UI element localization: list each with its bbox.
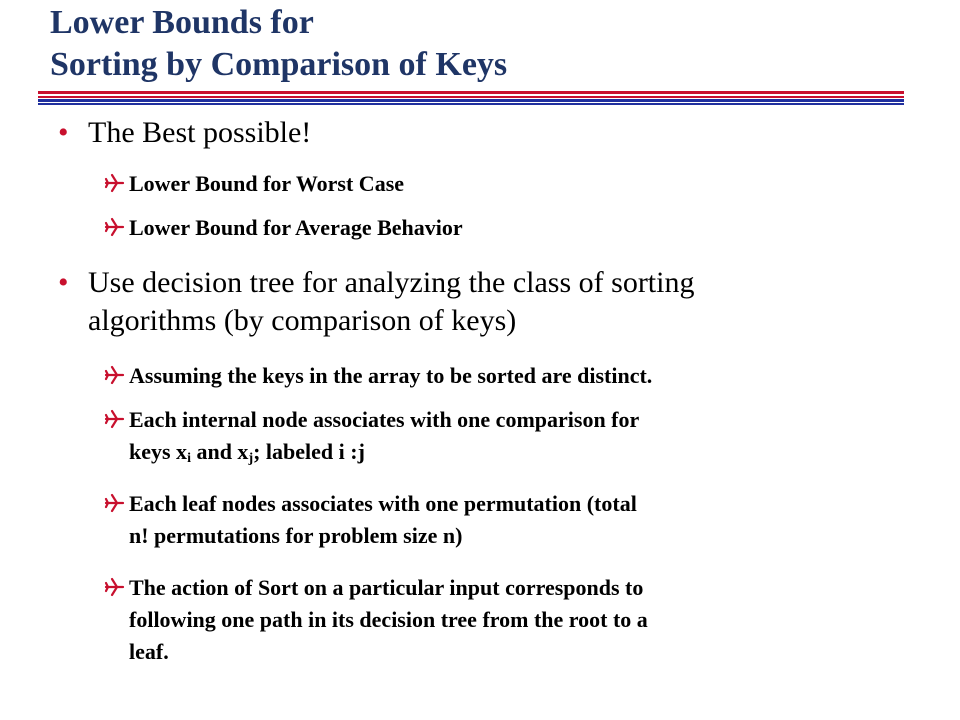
bullet-text-line-2: algorithms (by comparison of keys) — [88, 304, 517, 337]
subscript-i: i — [187, 451, 191, 466]
sub-bullet-leaf-nodes — [103, 488, 637, 552]
sub-bullet-text: Lower Bound for Average Behavior — [129, 215, 463, 240]
sub-bullet-distinct-keys — [103, 360, 652, 392]
sub-bullet-text-line-2: n! permutations for problem size n) — [129, 523, 463, 548]
bullet-dot-icon: • — [58, 266, 69, 299]
keys-text: keys x — [129, 439, 188, 464]
slide-title-line-2: Sorting by Comparison of Keys — [50, 46, 508, 83]
bullet-dot-icon: • — [58, 116, 69, 149]
airplane-icon — [103, 212, 127, 242]
title-rule-red-thin — [38, 96, 904, 98]
sub-bullet-internal-node — [103, 404, 639, 468]
sub-bullet-text: Lower Bound for Worst Case — [129, 171, 405, 196]
sub-bullet-text-line-1: Each leaf nodes associates with one permutation (total — [129, 491, 637, 516]
sub-bullet-text-line-3: leaf. — [129, 639, 169, 664]
sub-bullet-worst-case — [103, 168, 404, 200]
sub-bullet-average-behavior — [103, 212, 463, 244]
airplane-icon — [103, 404, 127, 434]
sub-bullet-text: Assuming the keys in the array to be sorted are distinct. — [129, 363, 653, 388]
bullet-text: The Best possible! — [88, 116, 312, 149]
title-rule-blue-thin — [38, 103, 904, 105]
bullet-best-possible — [58, 114, 311, 152]
slide-title — [50, 2, 930, 86]
label-text: ; labeled i :j — [253, 439, 365, 464]
airplane-icon — [103, 488, 127, 518]
subscript-j: j — [248, 451, 254, 466]
bullet-text-line-1: Use decision tree for analyzing the class of sorting — [88, 266, 695, 299]
sub-bullet-text-line-1: Each internal node associates with one comparison for — [129, 407, 640, 432]
airplane-icon — [103, 360, 127, 390]
title-rule-blue — [38, 99, 904, 102]
sub-bullet-text-line-2: following one path in its decision tree from the root to a — [129, 607, 648, 632]
sub-bullet-text-line-1: The action of Sort on a particular input corresponds to — [129, 575, 644, 600]
sub-bullet-text-line-2 — [129, 436, 639, 468]
sub-bullet-sort-action — [103, 572, 648, 668]
airplane-icon — [103, 572, 127, 602]
airplane-icon — [103, 168, 127, 198]
and-text: and x — [190, 439, 249, 464]
bullet-decision-tree — [58, 264, 694, 340]
slide-title-line-1: Lower Bounds for — [50, 4, 314, 41]
